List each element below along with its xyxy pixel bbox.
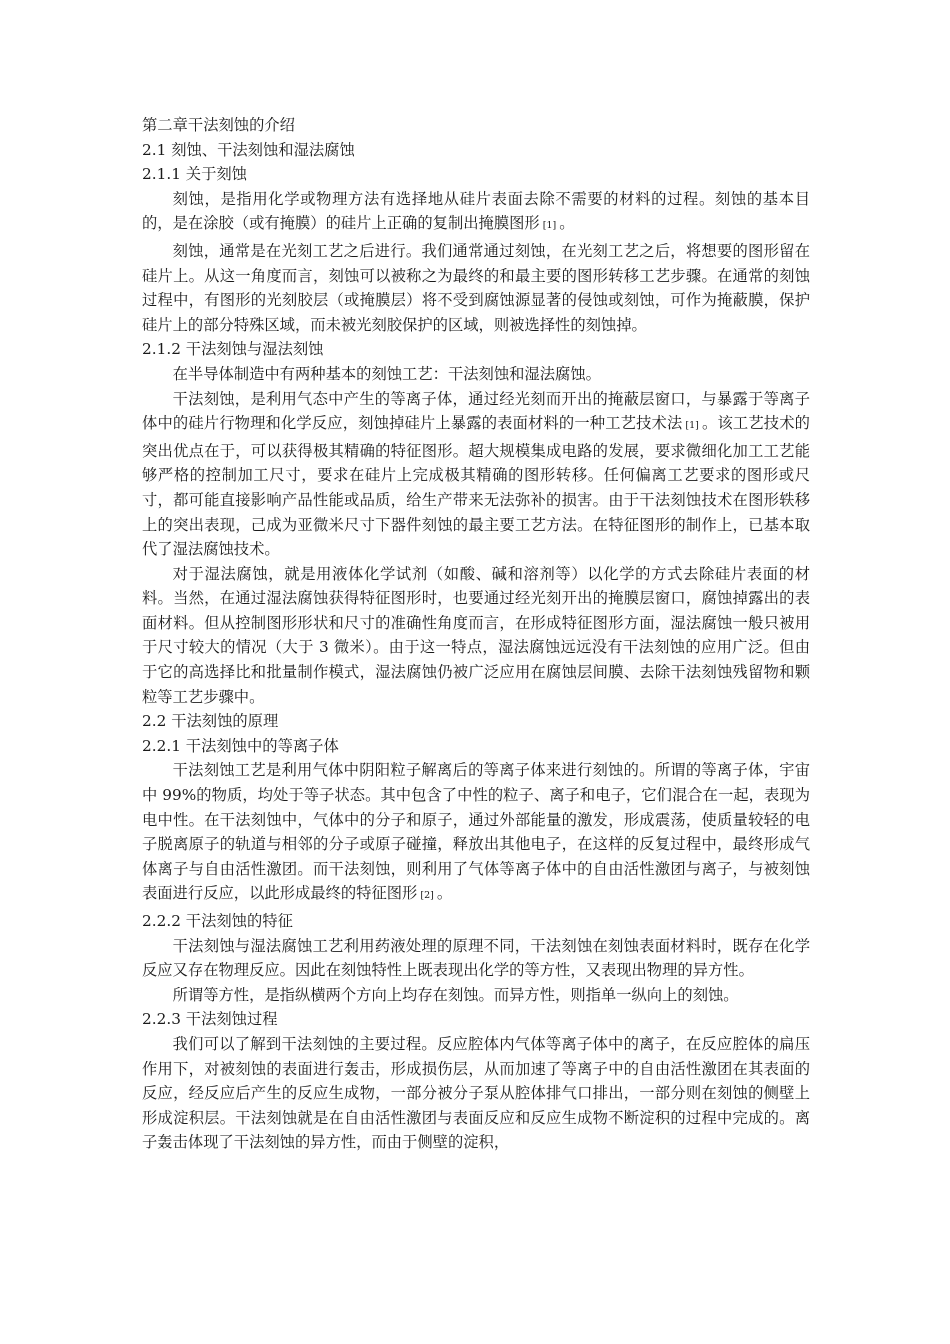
section-2-2-1-paragraph-1 — [142, 758, 810, 909]
section-2-1-1-paragraph-1 — [142, 187, 810, 239]
section-2-2-2-paragraph-1: 干法刻蚀与湿法腐蚀工艺利用药液处理的原理不同，干法刻蚀在刻蚀表面材料时，既存在化学反应又存在物理反应。因此在刻蚀特性上既表现出化学的等方性，又表现出物理的异方性。 — [142, 936, 810, 980]
section-2-1-2-paragraph-3: 对于湿法腐蚀，就是用液体化学试剂（如酸、碱和溶剂等）以化学的方式去除硅片表面的材料。当然，在通过湿法腐蚀获得特征图形时，也要通过经光刻开出的掩膜层窗口，腐蚀掉露出的表面材料。但从控制图形形状和尺寸的准确性角度而言，在形成特征图形方面，湿法腐蚀一般只被用于尺寸较大的情况（大于 3 微米）。由于这一特点，湿法腐蚀远远没有干法刻蚀的应用广泛。但由于它的高选择比和批量制作模式，湿法腐蚀仍被广泛应用在腐蚀层间膜、去除干法刻蚀残留物和颗粒等工艺步骤中。 — [142, 564, 810, 706]
citation-ref: [2] — [420, 890, 434, 902]
citation-ref: [1] — [542, 220, 557, 232]
section-2-1-1-paragraph-2: 刻蚀，通常是在光刻工艺之后进行。我们通常通过刻蚀，在光刻工艺之后，将想要的图形留在硅片上。从这一角度而言，刻蚀可以被称之为最终的和最主要的图形转移工艺步骤。在通常的刻蚀过程中，有图形的光刻胶层（或掩膜层）将不受到腐蚀源显著的侵蚀或刻蚀，可作为掩蔽膜，保护硅片上的部分特殊区域，而未被光刻胶保护的区域，则被选择性的刻蚀掉。 — [142, 241, 810, 334]
section-2-1-2-paragraph-1: 在半导体制造中有两种基本的刻蚀工艺：干法刻蚀和湿法腐蚀。 — [172, 364, 601, 383]
chapter-title: 第二章干法刻蚀的介绍 — [142, 116, 295, 134]
section-2-2-1-title: 2.2.1 干法刻蚀中的等离子体 — [142, 736, 339, 755]
paragraph-text-end: 。 — [559, 214, 575, 233]
paragraph-text-rest: 。该工艺技术的突出优点在于，可以获得极其精确的特征图形。超大规模集成电路的发展，要求微细化加工工艺能够严格的控制加工尺寸，要求在硅片上完成极其精确的图形转移。任何偏离工艺要求的图形或尺寸，都可能直接影响产品性能或品质，给生产带来无法弥补的损害。由于干法刻蚀技术在图形轶移上的突出表现，己成为亚微米尺寸下器件刻蚀的最主要工艺方法。在特征图形的制作上，已基本取代了湿法腐蚀技术。 — [142, 414, 810, 559]
section-2-2-3-title: 2.2.3 干法刻蚀过程 — [142, 1010, 278, 1029]
section-2-1-2-paragraph-2 — [142, 387, 810, 562]
section-2-2-2-title: 2.2.2 干法刻蚀的特征 — [142, 912, 293, 930]
section-2-2-title: 2.2 干法刻蚀的原理 — [142, 712, 279, 731]
paragraph-text-end: 。 — [436, 884, 453, 903]
section-2-2-3-paragraph-1: 我们可以了解到干法刻蚀的主要过程。反应腔体内气体等离子体中的离子，在反应腔体的扁压作用下，对被刻蚀的表面进行轰击，形成损伤层，从而加速了等离子中的自由活性激团在其表面的反应，经反应后产生的反应生成物，一部分被分子泵从腔体排气口排出，一部分则在刻蚀的侧壁上形成淀积层。干法刻蚀就是在自由活性激团与表面反应和反应生成物不断淀积的过程中完成的。离子轰击体现了干法刻蚀的异方性，而由于侧壁的淀积， — [142, 1034, 810, 1152]
paragraph-text: 刻蚀，是指用化学或物理方法有选择地从硅片表面去除不需要的材料的过程。刻蚀的基本目的，是在涂胶（或有掩膜）的硅片上正确的复制出掩膜图形 — [142, 189, 810, 233]
section-2-2-2-paragraph-2: 所谓等方性，是指纵横两个方向上均存在刻蚀。而异方性，则指单一纵向上的刻蚀。 — [172, 985, 739, 1004]
paragraph-text: 干法刻蚀，是利用气态中产生的等离子体，通过经光刻而开出的掩蔽层窗口，与暴露于等离子体中的硅片行物理和化学反应，刻蚀掉硅片上暴露的表面材料的一种工艺技术法 — [142, 389, 810, 433]
citation-ref: [1] — [685, 420, 699, 432]
document-page — [142, 113, 810, 1155]
section-2-1-2-title: 2.1.2 干法刻蚀与湿法刻蚀 — [142, 340, 324, 359]
section-2-1-1-title: 2.1.1 关于刻蚀 — [142, 165, 247, 184]
section-2-1-title: 2.1 刻蚀、干法刻蚀和湿法腐蚀 — [142, 140, 355, 159]
paragraph-text: 干法刻蚀工艺是利用气体中阴阳粒子解离后的等离子体来进行刻蚀的。所谓的等离子体，宇宙中 99%的物质，均处于等子状态。其中包含了中性的粒子、离子和电子，它们混合在一起，表现为电中性。在干法刻蚀中，气体中的分子和原子，通过外部能量的激发，形成震荡，使质量较轻的电子脱离原子的轨道与相邻的分子或原子碰撞，释放出其他电子，在这样的反复过程中，最终形成气体离子与自由活性激团。而干法刻蚀，则利用了气体等离子体中的自由活性激团与离子，与被刻蚀表面进行反应，以此形成最终的特征图形 — [142, 761, 810, 903]
